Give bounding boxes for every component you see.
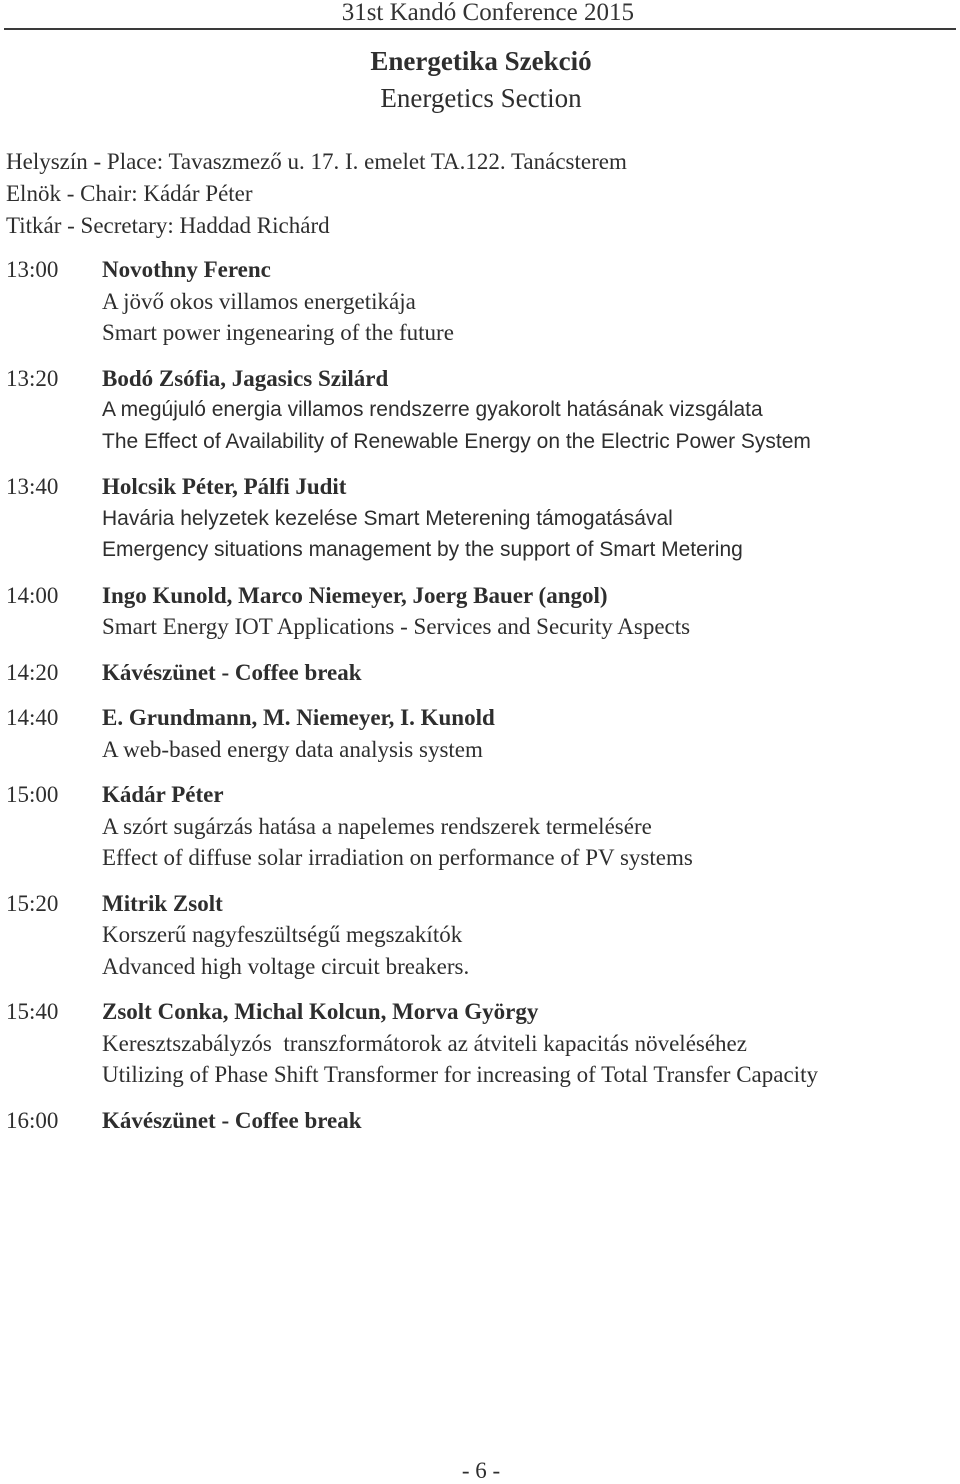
slot-title-hu: A szórt sugárzás hatása a napelemes rendszerek termelésére xyxy=(102,813,652,839)
program-slot xyxy=(6,702,956,765)
slot-authors: E. Grundmann, M. Niemeyer, I. Kunold xyxy=(102,705,495,730)
session-info xyxy=(6,146,627,242)
slot-authors: Mitrik Zsolt xyxy=(102,890,223,916)
program-slot xyxy=(6,471,956,566)
slot-authors: Bodó Zsófia, Jagasics Szilárd xyxy=(102,365,389,391)
slot-authors: Ingo Kunold, Marco Niemeyer, Joerg Bauer (angol) xyxy=(102,582,608,608)
slot-title-en: Utilizing of Phase Shift Transformer for increasing of Total Transfer Capacity xyxy=(102,1062,818,1087)
section-subtitle: Energetics Section xyxy=(380,83,582,113)
slot-authors: Zsolt Conka, Michal Kolcun, Morva György xyxy=(102,999,539,1024)
slot-time: 16:00 xyxy=(6,1107,59,1133)
slot-time: 14:20 xyxy=(6,659,59,685)
program-slot xyxy=(6,779,956,874)
slot-title-en: Effect of diffuse solar irradiation on performance of PV systems xyxy=(102,845,693,870)
slot-title-en: A web-based energy data analysis system xyxy=(102,736,483,762)
slot-title-en: Emergency situations management by the support of Smart Metering xyxy=(102,538,743,561)
header-rule xyxy=(4,28,956,30)
slot-title-en: Smart power ingenearing of the future xyxy=(102,320,454,345)
coffee-break-label: Kávészünet - Coffee break xyxy=(102,659,362,685)
slot-title-en: The Effect of Availability of Renewable Energy on the Electric Power System xyxy=(102,429,811,453)
slot-title-hu: A megújuló energia villamos rendszerre gyakorolt hatásának vizsgálata xyxy=(102,398,763,421)
slot-title-hu: Keresztszabályzós transzformátorok az átviteli kapacitás növeléséhez xyxy=(102,1030,747,1056)
slot-title-hu: Havária helyzetek kezelése Smart Meterening támogatásával xyxy=(102,506,673,530)
program-slot xyxy=(6,657,956,689)
program-slot xyxy=(6,996,956,1091)
secretary-line: Titkár - Secretary: Haddad Richárd xyxy=(6,213,330,238)
program-slot xyxy=(6,363,956,458)
slot-time: 14:40 xyxy=(6,705,59,730)
program-slot xyxy=(6,888,956,983)
slot-authors: Holcsik Péter, Pálfi Judit xyxy=(102,474,347,499)
slot-time: 13:20 xyxy=(6,365,59,391)
program-slot xyxy=(6,254,956,349)
program-slot xyxy=(6,1105,956,1137)
place-line: Helyszín - Place: Tavaszmező u. 17. I. emelet TA.122. Tanácsterem xyxy=(6,149,627,174)
section-title: Energetika Szekció xyxy=(370,46,592,76)
slot-title-en: Smart Energy IOT Applications - Services and Security Aspects xyxy=(102,614,691,639)
coffee-break-label: Kávészünet - Coffee break xyxy=(102,1107,362,1133)
slot-time: 14:00 xyxy=(6,582,59,608)
slot-title-hu: A jövő okos villamos energetikája xyxy=(102,288,416,314)
slot-time: 13:40 xyxy=(6,474,59,499)
slot-title-hu: Korszerű nagyfeszültségű megszakítók xyxy=(102,922,463,947)
slot-authors: Kádár Péter xyxy=(102,782,224,807)
slot-authors: Novothny Ferenc xyxy=(102,257,271,282)
chair-line: Elnök - Chair: Kádár Péter xyxy=(6,181,253,206)
program-slot xyxy=(6,580,956,643)
program-list xyxy=(6,254,956,1150)
slot-time: 15:20 xyxy=(6,890,59,916)
slot-time: 15:00 xyxy=(6,782,59,807)
slot-time: 13:00 xyxy=(6,257,59,282)
slot-title-en: Advanced high voltage circuit breakers. xyxy=(102,953,470,979)
running-head: 31st Kandó Conference 2015 xyxy=(341,0,634,26)
slot-time: 15:40 xyxy=(6,999,59,1024)
page-number: - 6 - xyxy=(461,1458,501,1483)
